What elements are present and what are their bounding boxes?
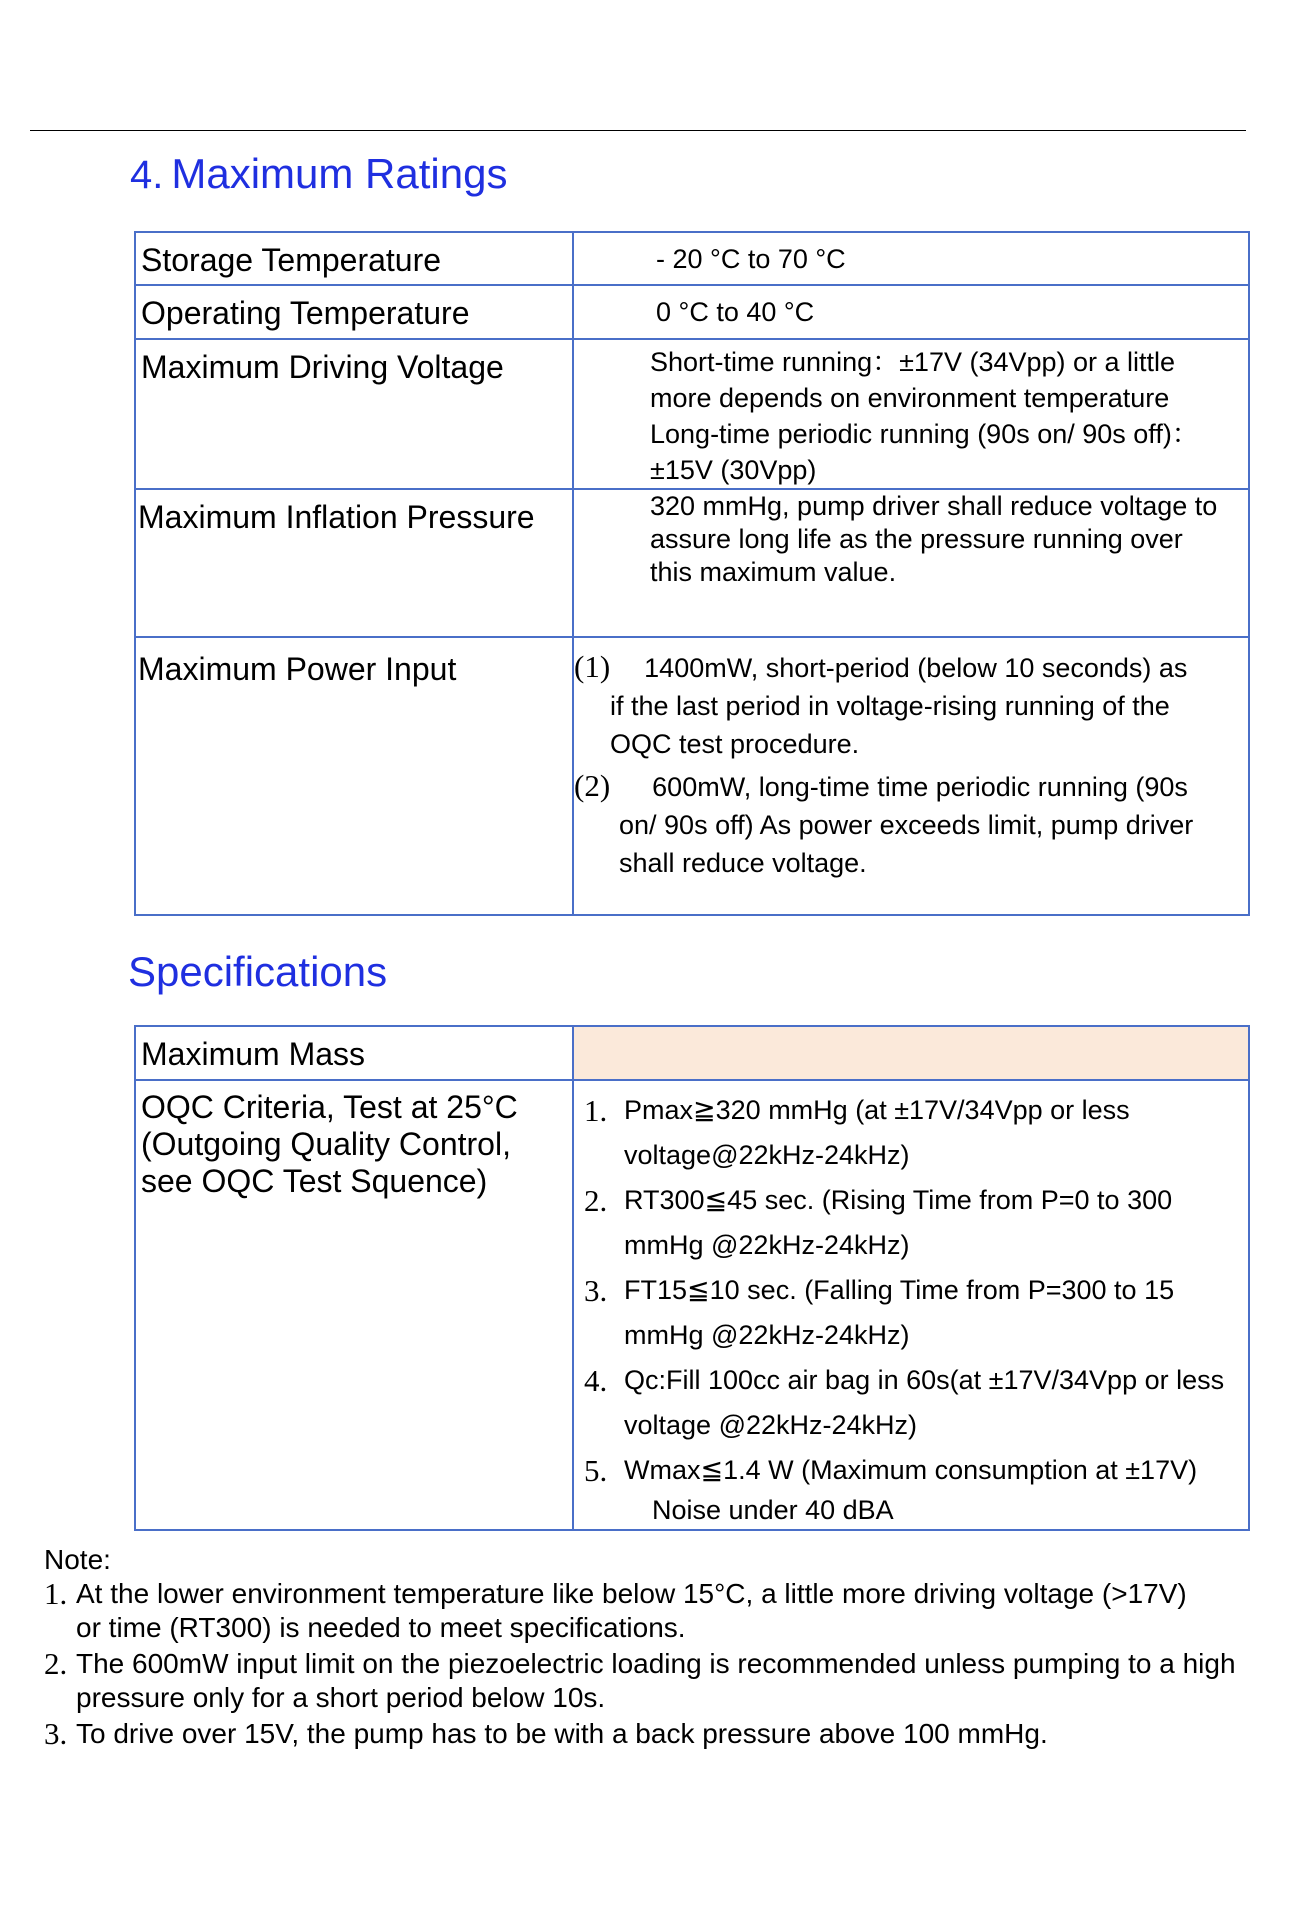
label-line: see OQC Test Squence) — [141, 1163, 488, 1199]
item-text: on/ 90s off) As power exceeds limit, pump driver — [619, 810, 1194, 840]
note-item — [44, 1647, 1264, 1715]
note-number: 3. — [44, 1716, 68, 1751]
label-line: (Outgoing Quality Control, — [141, 1126, 511, 1162]
table-row — [135, 1026, 1249, 1080]
row-label: Storage Temperature — [135, 232, 573, 285]
mass-value-cell — [573, 1026, 1249, 1080]
table-row — [135, 285, 1249, 339]
item-text: voltage @22kHz-24kHz) — [624, 1410, 918, 1440]
item-text: FT15≦10 sec. (Falling Time from P=300 to 15 — [624, 1275, 1175, 1305]
row-value — [573, 489, 1249, 637]
section-heading-specifications — [128, 948, 387, 996]
note-text: or time (RT300) is needed to meet specifications. — [76, 1612, 686, 1643]
label-line: OQC Criteria, Test at 25°C — [141, 1089, 518, 1125]
table-row — [135, 489, 1249, 637]
item-text: 1400mW, short-period (below 10 seconds) as — [644, 653, 1188, 683]
item-text: 600mW, long-time time periodic running (90s — [652, 772, 1188, 802]
item-text: mmHg @22kHz-24kHz) — [624, 1230, 910, 1260]
value-line: this maximum value. — [650, 557, 897, 587]
item-text: shall reduce voltage. — [619, 848, 867, 878]
item-text: Qc:Fill 100cc air bag in 60s(at ±17V/34Vpp or less — [624, 1365, 1225, 1395]
notes-section — [44, 1543, 1264, 1753]
row-value — [573, 339, 1249, 489]
table-row — [135, 637, 1249, 915]
row-label: Maximum Inflation Pressure — [135, 489, 573, 637]
note-number: 2. — [44, 1646, 68, 1681]
item-text: Wmax≦1.4 W (Maximum consumption at ±17V) — [624, 1455, 1198, 1485]
section-title: Specifications — [128, 948, 388, 995]
row-label: Maximum Mass — [135, 1026, 573, 1080]
item-number: 2. — [584, 1183, 608, 1218]
note-text: To drive over 15V, the pump has to be with a back pressure above 100 mmHg. — [76, 1718, 1048, 1749]
row-value — [573, 1080, 1249, 1530]
note-item — [44, 1717, 1264, 1751]
table-row — [135, 339, 1249, 489]
note-text: At the lower environment temperature like below 15°C, a little more driving voltage (>17V) — [76, 1578, 1187, 1609]
row-value: 0 °C to 40 °C — [573, 285, 1249, 339]
item-text: mmHg @22kHz-24kHz) — [624, 1320, 910, 1350]
maximum-ratings-table — [134, 231, 1250, 916]
item-number: 5. — [584, 1453, 608, 1488]
list-item — [574, 1448, 1248, 1493]
list-item — [574, 648, 1248, 763]
noise-spec: Noise under 40 dBA — [652, 1495, 894, 1525]
note-item — [44, 1577, 1264, 1645]
note-number: 1. — [44, 1576, 68, 1611]
item-number: (2) — [574, 768, 611, 803]
item-text: RT300≦45 sec. (Rising Time from P=0 to 300 — [624, 1185, 1173, 1215]
header-rule — [30, 130, 1246, 131]
note-text: The 600mW input limit on the piezoelectric loading is recommended unless pumping to a high — [76, 1648, 1236, 1679]
item-text: OQC test procedure. — [610, 729, 860, 759]
row-label: Operating Temperature — [135, 285, 573, 339]
specifications-table — [134, 1025, 1250, 1531]
item-number: (1) — [574, 649, 611, 684]
row-value — [573, 637, 1249, 915]
value-line: Long-time periodic running (90s on/ 90s off)： — [650, 419, 1199, 449]
row-label: Maximum Power Input — [135, 637, 573, 915]
list-item — [574, 1358, 1248, 1448]
list-item — [574, 1178, 1248, 1268]
list-item — [574, 1268, 1248, 1358]
item-number: 3. — [584, 1273, 608, 1308]
value-line: assure long life as the pressure running over — [650, 524, 1183, 554]
table-row — [135, 1080, 1249, 1530]
value-line: more depends on environment temperature — [650, 383, 1170, 413]
note-text: pressure only for a short period below 10s. — [76, 1682, 606, 1713]
row-value: - 20 °C to 70 °C — [573, 232, 1249, 285]
item-text: if the last period in voltage-rising running of the — [610, 691, 1170, 721]
item-text: voltage@22kHz-24kHz) — [624, 1140, 910, 1170]
item-number: 1. — [584, 1093, 608, 1128]
value-line: 320 mmHg, pump driver shall reduce voltage to — [650, 491, 1218, 521]
row-label: Maximum Driving Voltage — [135, 339, 573, 489]
item-number: 4. — [584, 1363, 608, 1398]
row-label — [135, 1080, 573, 1530]
section-heading-maximum-ratings — [130, 150, 507, 198]
table-row — [135, 232, 1249, 285]
value-line: Short-time running：±17V (34Vpp) or a little — [650, 347, 1176, 377]
list-item — [574, 1088, 1248, 1178]
section-title: Maximum Ratings — [171, 150, 508, 197]
section-number: 4. — [130, 153, 164, 197]
item-text: Pmax≧320 mmHg (at ±17V/34Vpp or less — [624, 1095, 1130, 1125]
notes-title: Note: — [44, 1544, 111, 1575]
list-item — [574, 767, 1248, 882]
value-line: ±15V (30Vpp) — [650, 455, 817, 485]
